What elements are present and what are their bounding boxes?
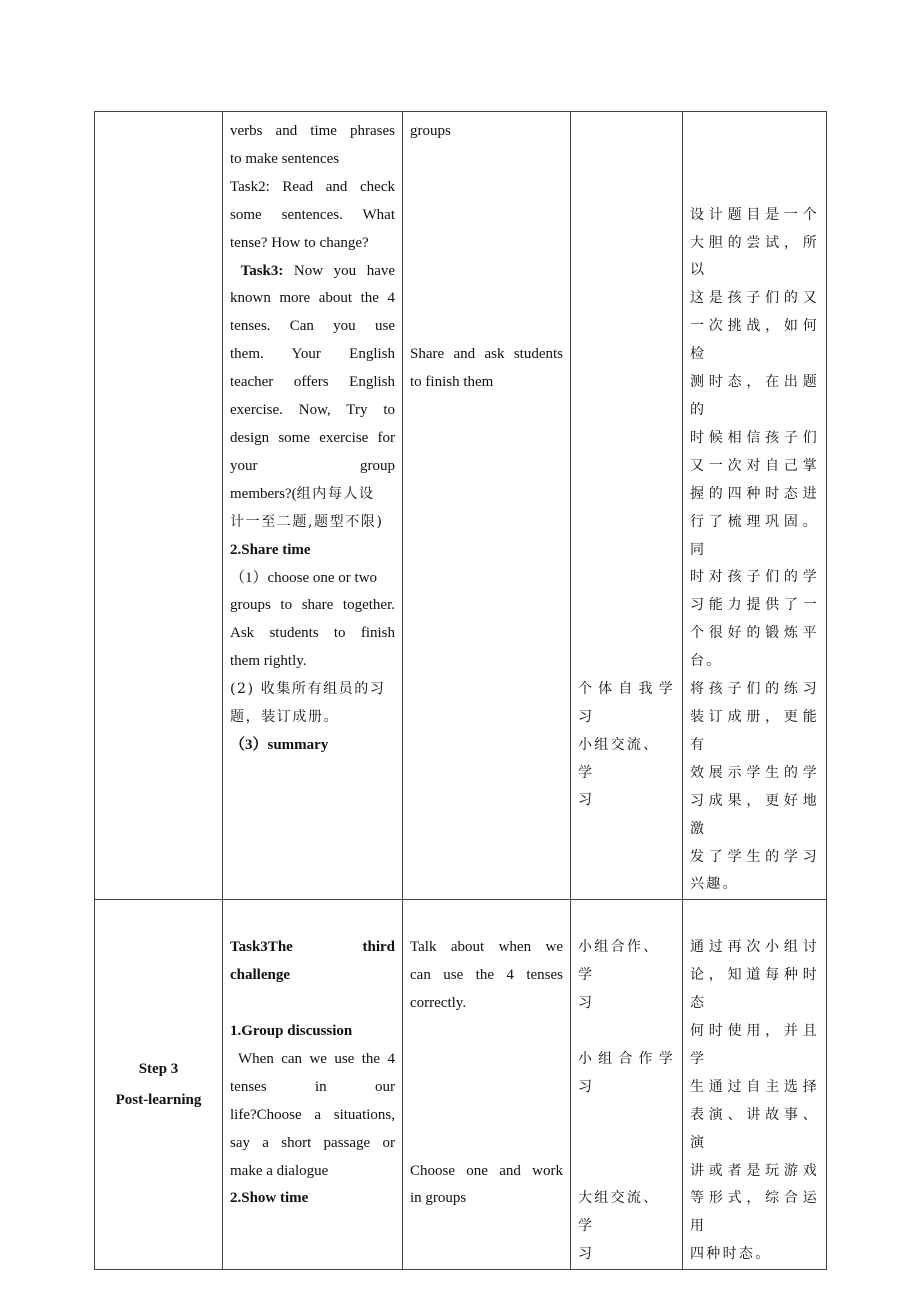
intent-line: 效展示学生的学: [690, 764, 819, 781]
content-line: Ask students to finish: [230, 625, 395, 642]
teacher-line: can use the 4 tenses: [410, 967, 563, 984]
intent-line: 这是孩子们的又: [690, 290, 819, 307]
teacher-line: Talk about when we: [410, 939, 563, 956]
task-heading: Task3The third: [230, 939, 395, 956]
intent-line: 通过再次小组讨: [690, 939, 819, 956]
intent-line: 等形式，综合运用: [690, 1190, 819, 1235]
teacher-line: groups: [410, 123, 451, 139]
content-line: them. Your English: [230, 346, 395, 363]
intent-line: 发了学生的学习: [690, 848, 819, 865]
intent-line: 生通过自主选择: [690, 1078, 819, 1095]
content-line: life?Choose a situations,: [230, 1106, 395, 1123]
content-line: Task2: Read and check: [230, 178, 395, 195]
content-line: 题，装订成册。: [230, 709, 340, 726]
lesson-plan-table: [94, 111, 827, 1270]
task3-text: Now you have: [283, 262, 396, 279]
intent-line: 测时态，在出题的: [690, 374, 819, 419]
step-cell-empty: [95, 112, 223, 900]
intent-cell: [683, 112, 827, 900]
content-line: 计一至二题,题型不限): [230, 513, 384, 530]
intent-line: 一次挑战，如何检: [690, 318, 819, 363]
method-line: 习: [578, 995, 595, 1012]
summary-heading: （3）summary: [230, 736, 329, 753]
method-line: 大组交流、学: [578, 1190, 660, 1235]
intent-line: 个很好的锻炼平: [690, 625, 819, 642]
method-cell: [571, 900, 683, 1270]
content-line: some sentences. What: [230, 206, 395, 223]
intent-line: 大胆的尝试，所以: [690, 234, 819, 279]
teacher-line: Share and ask students: [410, 346, 563, 363]
teacher-cell: [403, 112, 571, 900]
method-line: 小组合作学: [578, 1050, 675, 1067]
intent-line: 将孩子们的练习: [690, 681, 819, 698]
content-line: make a dialogue: [230, 1162, 329, 1179]
method-line: 习: [578, 1246, 595, 1263]
method-cell: [571, 112, 683, 900]
task3-line: [230, 258, 395, 286]
method-line: 习: [578, 708, 595, 725]
intent-line: 兴趣。: [690, 876, 739, 893]
content-cell: [223, 112, 403, 900]
task3-label: Task3:: [240, 262, 284, 279]
intent-cell: [683, 900, 827, 1270]
teacher-line: in groups: [410, 1190, 467, 1207]
group-discussion-heading: 1.Group discussion: [230, 1023, 353, 1040]
content-line: tenses in our: [230, 1078, 395, 1095]
content-line: to make sentences: [230, 150, 340, 167]
content-line: tense? How to change?: [230, 234, 369, 251]
intent-line: 习能力提供了一: [690, 597, 819, 614]
method-line: 个体自我学: [578, 680, 675, 697]
content-line: design some exercise for: [230, 429, 395, 446]
intent-line: 台。: [690, 653, 723, 670]
content-cell: [223, 900, 403, 1270]
content-line: exercise. Now, Try to: [230, 402, 395, 419]
table-row: [95, 112, 827, 900]
intent-line: 设计题目是一个: [690, 206, 819, 223]
content-fragment: members?(: [230, 485, 297, 502]
teacher-line: correctly.: [410, 995, 467, 1012]
intent-line: 装订成册，更能有: [690, 708, 819, 753]
content-line: them rightly.: [230, 653, 307, 670]
content-line: (2) 收集所有组员的习: [230, 681, 386, 698]
share-time-heading: 2.Share time: [230, 541, 311, 558]
intent-line: 时对孩子们的学: [690, 569, 819, 586]
content-line: your group: [230, 457, 395, 474]
teacher-cell: [403, 900, 571, 1270]
task-heading: challenge: [230, 967, 290, 984]
step-cell: [95, 900, 223, 1270]
show-time-heading: 2.Show time: [230, 1190, 309, 1207]
content-line: When can we use the 4: [238, 1050, 395, 1067]
intent-line: 论，知道每种时态: [690, 967, 819, 1012]
table-row: [95, 900, 827, 1270]
method-line: 习: [578, 792, 595, 809]
method-line: 习: [578, 1078, 595, 1095]
teacher-line: to finish them: [410, 374, 494, 391]
step-number: Step 3: [138, 1060, 179, 1077]
content-line: [230, 481, 395, 509]
method-line: 小组交流、学: [578, 736, 660, 781]
content-line: verbs and time phrases: [230, 123, 395, 139]
content-fragment: 组内每人设: [296, 485, 375, 502]
content-line: tenses. Can you use: [230, 318, 395, 335]
content-line: say a short passage or: [230, 1134, 395, 1151]
intent-line: 四种时态。: [690, 1246, 772, 1263]
intent-line: 讲或者是玩游戏: [690, 1162, 819, 1179]
intent-line: 时候相信孩子们: [690, 429, 819, 446]
method-line: 小组合作、学: [578, 939, 660, 984]
intent-line: 习成果，更好地激: [690, 792, 819, 837]
intent-line: 又一次对自己掌: [690, 457, 819, 474]
teacher-line: Choose one and work: [410, 1162, 563, 1179]
content-line: known more about the 4: [230, 290, 395, 307]
intent-line: 行了梳理巩固。同: [690, 513, 819, 558]
intent-line: 表演、讲故事、演: [690, 1106, 819, 1151]
content-line: （1）choose one or two: [230, 569, 378, 586]
content-line: groups to share together.: [230, 597, 395, 614]
step-title: Post-learning: [115, 1091, 202, 1108]
intent-line: 何时使用，并且学: [690, 1023, 819, 1067]
content-line: teacher offers English: [230, 374, 395, 391]
intent-line: 握的四种时态进: [690, 485, 819, 502]
